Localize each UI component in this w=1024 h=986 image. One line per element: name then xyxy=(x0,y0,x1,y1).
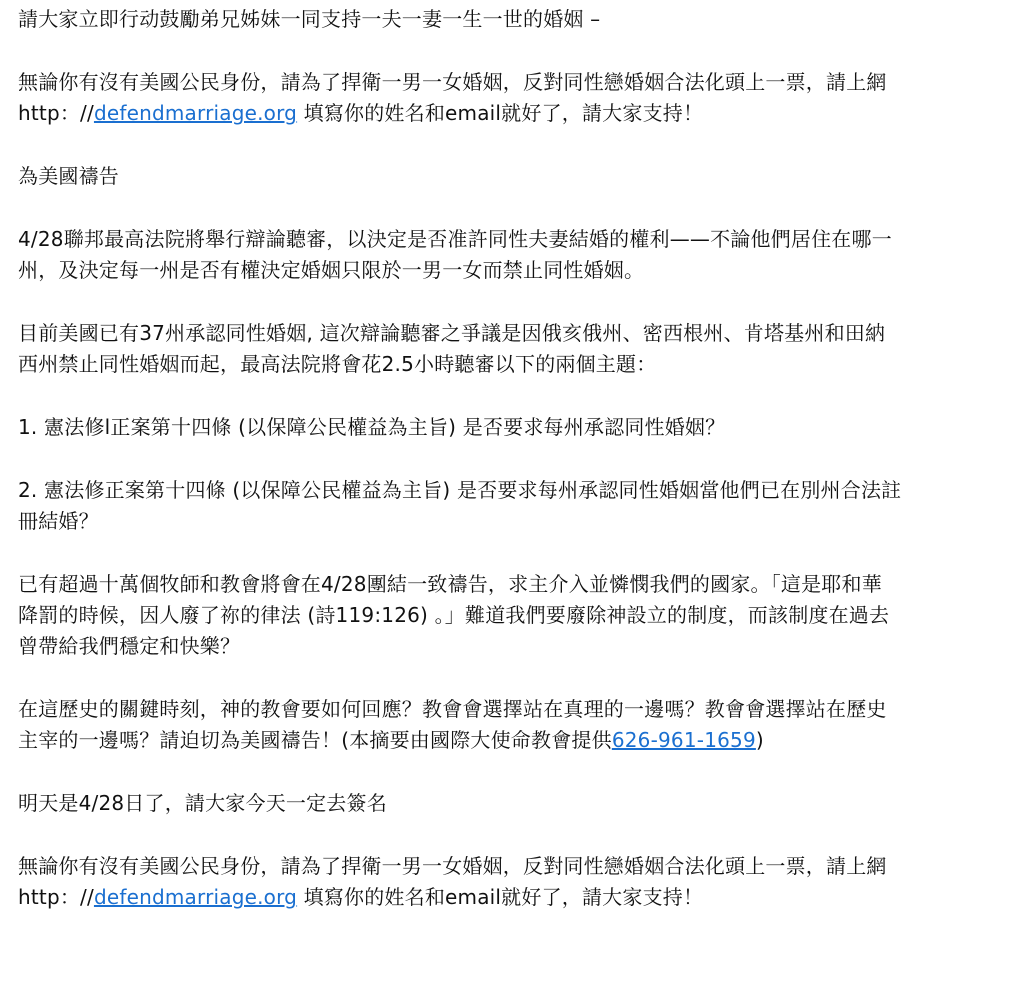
paragraph-hearing xyxy=(18,224,1006,286)
text-line: 明天是4/28日了，請大家今天一定去簽名 xyxy=(18,791,387,815)
paragraph-petition-repeat xyxy=(18,851,1006,913)
paragraph-church-response xyxy=(18,694,1006,756)
text-line: 4/28聯邦最高法院將舉行辯論聽審，以決定是否准許同性夫妻結婚的權利——不論他們居住在哪一 xyxy=(18,227,892,251)
text-line: 2. 憲法修正案第十四條 (以保障公民權益為主旨) 是否要求每州承認同性婚姻當他們已在別州合法註 xyxy=(18,478,902,502)
link-suffix-text: 填寫你的姓名和email就好了，請大家支持！ xyxy=(297,885,704,909)
text-line: 西州禁止同性婚姻而起，最高法院將會花2.5小時聽審以下的兩個主題： xyxy=(18,352,657,376)
section-heading: 為美國禱告 xyxy=(18,164,119,188)
text-line: 在這歷史的關鍵時刻，神的教會要如何回應？教會會選擇站在真理的一邊嗎？教會會選擇站在歷史 xyxy=(18,697,887,721)
url-prefix: http：// xyxy=(18,101,94,125)
text-line: 冊結婚？ xyxy=(18,509,99,533)
paragraph-prayer xyxy=(18,569,1006,662)
paragraph-reminder xyxy=(18,788,1006,819)
text-line: 州，及決定每一州是否有權決定婚姻只限於一男一女而禁止同性婚姻。 xyxy=(18,258,645,282)
text-line: 無論你有沒有美國公民身份，請為了捍衛一男一女婚姻，反對同性戀婚姻合法化頭上一票，請上網 xyxy=(18,70,887,94)
link-suffix-text: 填寫你的姓名和email就好了，請大家支持！ xyxy=(297,101,704,125)
line-text: 主宰的一邊嗎？請迫切為美國禱告！(本摘要由國際大使命教會提供 xyxy=(18,728,612,752)
text-line-with-link xyxy=(18,882,1006,913)
defendmarriage-link[interactable]: defendmarriage.org xyxy=(93,101,298,125)
phone-number-link[interactable]: 626-961-1659 xyxy=(611,728,756,752)
paragraph-topic-2 xyxy=(18,475,1006,537)
text-line-with-link xyxy=(18,725,1006,756)
text-line: 請大家立即行动鼓勵弟兄姊妹一同支持一夫一妻一生一世的婚姻 – xyxy=(18,7,601,31)
text-line: 已有超過十萬個牧師和教會將會在4/28團結一致禱告，求主介入並憐憫我們的國家。「這是耶和華 xyxy=(18,572,882,596)
closing-paren: ) xyxy=(755,728,764,752)
text-line-with-link xyxy=(18,98,1006,129)
text-line: 目前美國已有37州承認同性婚姻, 這次辯論聽審之爭議是因俄亥俄州、密西根州、肯塔基州和田納 xyxy=(18,321,886,345)
text-line: 1. 憲法修l正案第十四條 (以保障公民權益為主旨) 是否要求每州承認同性婚姻？ xyxy=(18,415,726,439)
text-line: 降罰的時候，因人廢了祢的律法 (詩119:126) 。」難道我們要廢除神設立的制度，而該制度在過去 xyxy=(18,603,890,627)
paragraph-call-to-action xyxy=(18,4,1006,35)
paragraph-topic-1 xyxy=(18,412,1006,443)
paragraph-petition xyxy=(18,67,1006,129)
text-line: 曾帶給我們穩定和快樂？ xyxy=(18,634,241,658)
url-prefix: http：// xyxy=(18,885,94,909)
paragraph-heading xyxy=(18,161,1006,192)
defendmarriage-link-repeat[interactable]: defendmarriage.org xyxy=(93,885,298,909)
text-line: 無論你有沒有美國公民身份，請為了捍衛一男一女婚姻，反對同性戀婚姻合法化頭上一票，請上網 xyxy=(18,854,887,878)
paragraph-states xyxy=(18,318,1006,380)
